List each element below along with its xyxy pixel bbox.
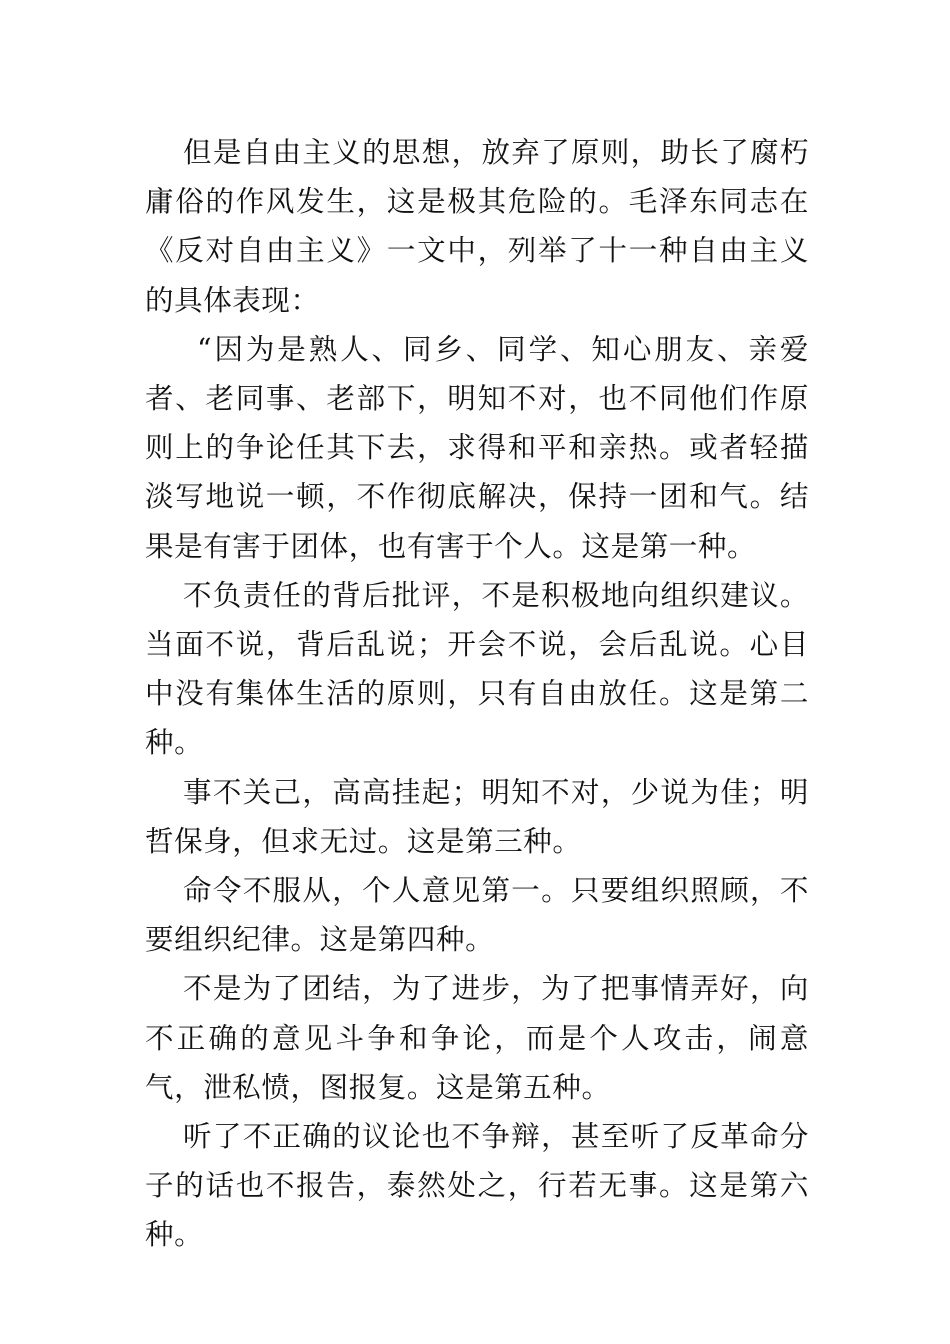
document-body	[145, 128, 809, 1260]
paragraph-intro: 但是自由主义的思想，放弃了原则，助长了腐朽庸俗的作风发生，这是极其危险的。毛泽东同志在《反对自由主义》一文中，列举了十一种自由主义的具体表现：	[145, 136, 809, 317]
paragraph-fourth-kind: 命令不服从，个人意见第一。只要组织照顾，不要组织纪律。这是第四种。	[145, 874, 809, 957]
paragraph-sixth-kind: 听了不正确的议论也不争辩，甚至听了反革命分子的话也不报告，泰然处之，行若无事。这是第六种。	[145, 1120, 809, 1252]
paragraph-second-kind: 不负责任的背后批评，不是积极地向组织建议。当面不说，背后乱说；开会不说，会后乱说。心目中没有集体生活的原则，只有自由放任。这是第二种。	[145, 578, 809, 760]
paragraph-fifth-kind: 不是为了团结，为了进步，为了把事情弄好，向不正确的意见斗争和争论，而是个人攻击，闹意气，泄私愤，图报复。这是第五种。	[145, 972, 809, 1104]
paragraph-first-kind: “因为是熟人、同乡、同学、知心朋友、亲爱者、老同事、老部下，明知不对，也不同他们作原则上的争论任其下去，求得和平和亲热。或者轻描淡写地说一顿，不作彻底解决，保持一团和气。结果是有害于团体，也有害于个人。这是第一种。	[145, 332, 809, 563]
paragraph-third-kind: 事不关己，高高挂起；明知不对，少说为佳；明哲保身，但求无过。这是第三种。	[145, 775, 809, 858]
